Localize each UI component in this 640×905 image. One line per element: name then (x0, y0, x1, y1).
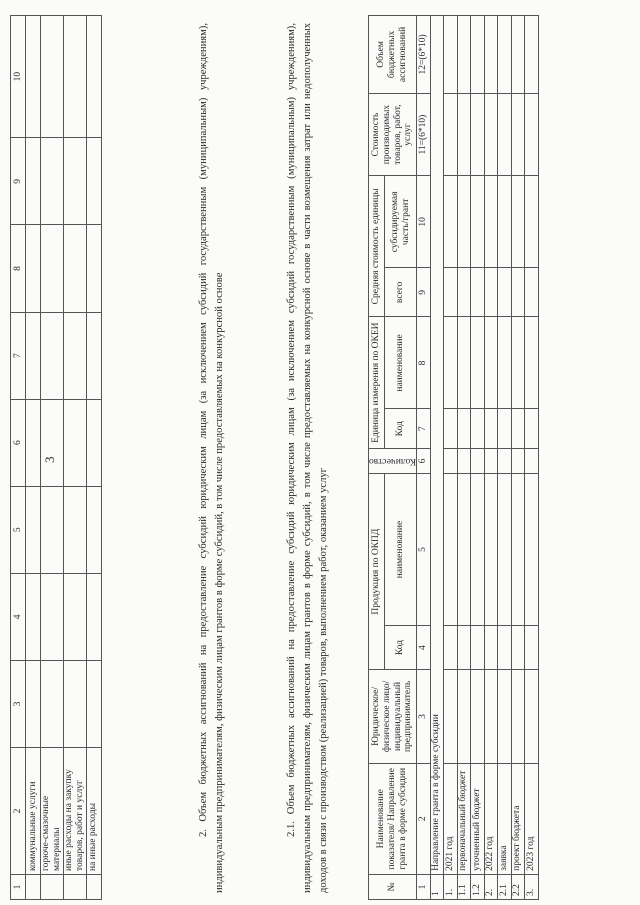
okei-name-header: наименование (385, 317, 417, 409)
header-cell: 9 (11, 138, 26, 225)
header-cell: 5 (11, 486, 26, 573)
cost-header: Стоимость производимых товаров, работ, услуг (369, 93, 417, 176)
row-number: 1 (430, 874, 444, 899)
header-cell: 4 (11, 573, 26, 660)
header-cell: 10 (11, 16, 26, 138)
column-number: 2 (417, 763, 431, 874)
okpd-header: Продукция по ОКПД (369, 474, 385, 670)
no-header: № (369, 874, 417, 899)
avg-total-header: всего (385, 268, 417, 317)
column-number: 12=(6*10) (417, 16, 431, 94)
row-label: коммунальные услуги (26, 748, 41, 875)
table-row (444, 16, 458, 900)
row-label: на иные расходы (86, 748, 101, 875)
row-number (41, 875, 64, 900)
column-number: 8 (417, 317, 431, 409)
table-row (26, 16, 41, 900)
okei-header: Единица измерения по ОКЕИ (369, 317, 385, 449)
header-cell: 7 (11, 312, 26, 399)
row-number: 2.1 (498, 874, 512, 899)
avg-cost-header: Средняя стоимость единицы (369, 176, 385, 317)
column-number: 7 (417, 409, 431, 448)
column-number-row (417, 16, 431, 900)
expenses-table (10, 15, 102, 900)
row-number (26, 875, 41, 900)
table-header-row (369, 16, 385, 900)
row-label: горюче-смазочные материалы (41, 748, 64, 875)
column-number: 9 (417, 268, 431, 317)
column-number: 3 (417, 670, 431, 764)
row-number: 2.2 (511, 874, 525, 899)
column-number: 6 (417, 448, 431, 473)
row-number: 1.1 (457, 874, 471, 899)
section-2-paragraph: 2. Объем бюджетных ассигнований на предоставление субсидий юридическим лицам (за исключением субсидий государственным (муниципальным) учреждениям), индивидуальным предпринимателям, физическим лицам грантов в форме субсидий, в том числе предоставляемых на конкурсной основе (198, 23, 225, 893)
table-row (430, 16, 444, 900)
table-header-row (11, 16, 26, 900)
header-cell: 2 (11, 748, 26, 875)
row-label: уточненный бюджет (471, 763, 485, 874)
row-label: заявка (498, 763, 512, 874)
okpd-code-header: Код (385, 625, 417, 669)
header-cell: 1 (11, 875, 26, 900)
section-2-1-paragraph: 2.1. Объем бюджетных ассигнований на предоставление субсидий юридическим лицам (за исключением субсидий государственным (муниципальным) учреждениям), индивидуальным предпринимателям, физическим лицам грантов в форме субсидий, в том числе предоставляемых на конкурсной основе в части возмещения затрат или недополученных доходов в связи с производством (реализацией) товаров, выполнением работ, оказанием услуг (286, 23, 329, 893)
row-label: Направление гранта в форме субсидии (430, 16, 444, 875)
column-number: 1 (417, 874, 431, 899)
column-number: 11=(6*10) (417, 93, 431, 176)
table-row (41, 16, 64, 900)
entity-header: Юридическое/физическое лицо/ индивидуальный предприниматель (369, 670, 417, 764)
page-number: 3 (42, 456, 57, 463)
table-row (471, 16, 485, 900)
row-label: 2022 год (484, 763, 498, 874)
table-row (457, 16, 471, 900)
subsidy-table (368, 15, 539, 900)
row-number: 1.2 (471, 874, 485, 899)
row-number (86, 875, 101, 900)
column-number: 4 (417, 625, 431, 669)
column-number: 5 (417, 474, 431, 626)
table-row (86, 16, 101, 900)
column-number: 10 (417, 176, 431, 268)
table-row (511, 16, 525, 900)
row-label: проект бюджета (511, 763, 525, 874)
row-label: 2023 год (525, 763, 539, 874)
okpd-name-header: наименование (385, 474, 417, 626)
indicator-header: Наименование показателя/ Направление гранта в форме субсидии (369, 763, 417, 874)
row-label: первоначальный бюджет (457, 763, 471, 874)
table-row (63, 16, 86, 900)
header-cell: 3 (11, 660, 26, 747)
quantity-label: Количество (369, 456, 417, 467)
okei-code-header: Код (385, 409, 417, 448)
volume-header: Объем бюджетных ассигнований (369, 16, 417, 94)
header-cell: 6 (11, 399, 26, 486)
row-number: 2. (484, 874, 498, 899)
header-cell: 8 (11, 225, 26, 312)
row-number: 1. (444, 874, 458, 899)
quantity-header (369, 448, 417, 473)
row-number (63, 875, 86, 900)
table-row (525, 16, 539, 900)
row-label: 2021 год (444, 763, 458, 874)
table-row (484, 16, 498, 900)
avg-subsidized-header: субсидируемая часть/грант (385, 176, 417, 268)
row-label: иные расходы на закупку товаров, работ и услуг (63, 748, 86, 875)
row-number: 3. (525, 874, 539, 899)
table-row (498, 16, 512, 900)
